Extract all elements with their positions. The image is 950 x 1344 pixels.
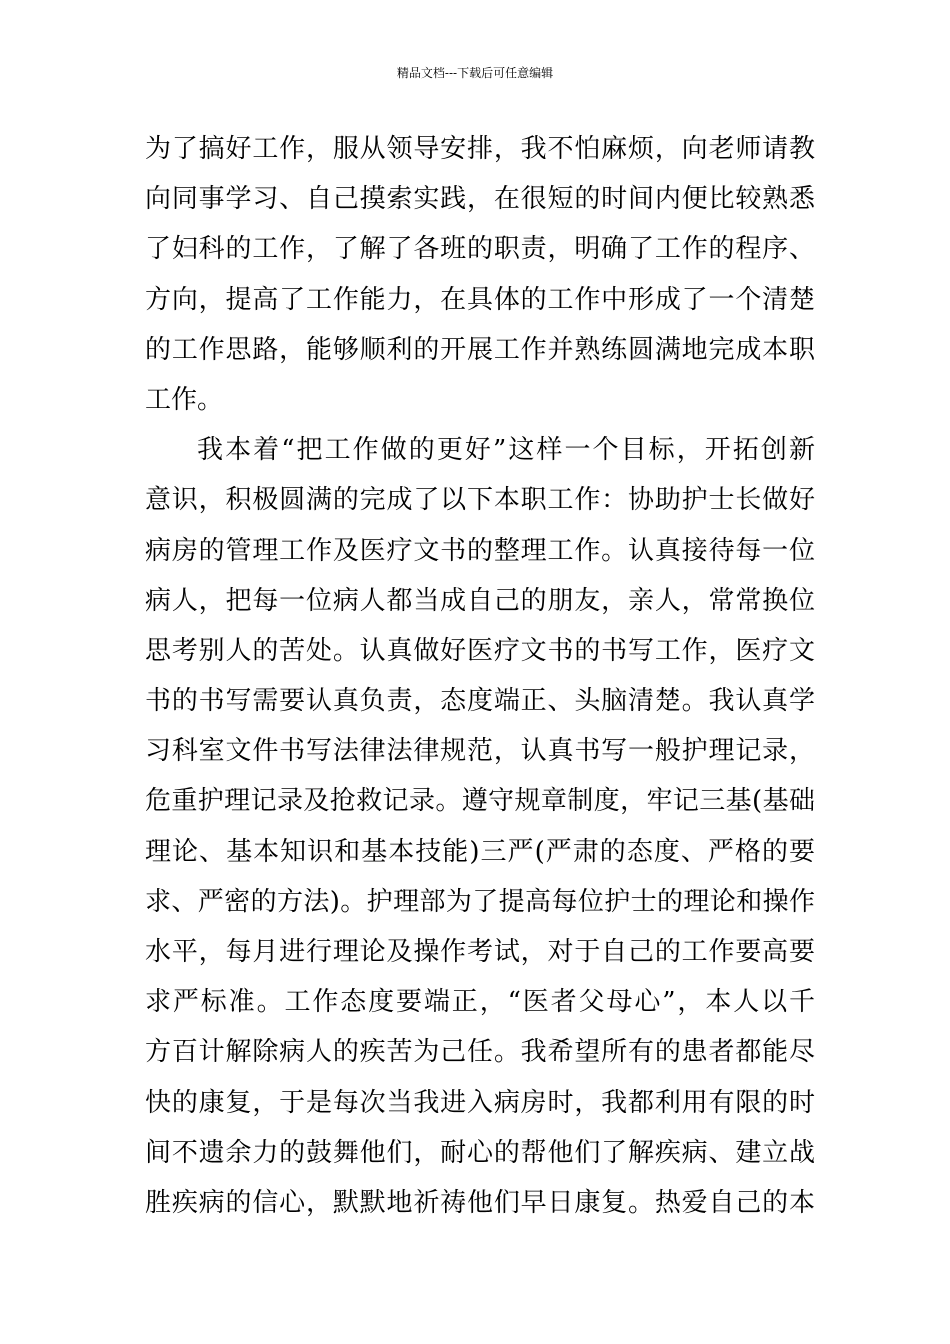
text-line: 为了搞好工作，服从领导安排，我不怕麻烦，向老师请教 bbox=[145, 134, 815, 164]
text-line: 病房的管理工作及医疗文书的整理工作。认真接待每一位 bbox=[145, 535, 815, 566]
text-line: 习科室文件书写法律法律规范，认真书写一般护理记录， bbox=[145, 736, 815, 767]
text-line: 书的书写需要认真负责，态度端正、头脑清楚。我认真学 bbox=[145, 686, 815, 717]
text-line: 向同事学习、自己摸索实践，在很短的时间内便比较熟悉 bbox=[145, 184, 815, 215]
text-line: 意识，积极圆满的完成了以下本职工作：协助护士长做好 bbox=[145, 485, 815, 516]
text-line: 危重护理记录及抢救记录。遵守规章制度，牢记三基(基础 bbox=[145, 786, 815, 817]
page-header: 精品文档---下载后可任意编辑 bbox=[396, 66, 554, 80]
document-body bbox=[145, 124, 815, 1228]
text-line: 间不遗余力的鼓舞他们，耐心的帮他们了解疾病、建立战 bbox=[145, 1137, 815, 1168]
text-line: 方百计解除病人的疾苦为己任。我希望所有的患者都能尽 bbox=[145, 1037, 815, 1068]
text-line: 求、严密的方法)。护理部为了提高每位护士的理论和操作 bbox=[145, 886, 815, 917]
text-line: 我本着“把工作做的更好”这样一个目标，开拓创新 bbox=[197, 435, 815, 466]
text-line: 理论、基本知识和基本技能)三严(严肃的态度、严格的要 bbox=[145, 836, 815, 867]
text-line: 求严标准。工作态度要端正，“医者父母心”，本人以千 bbox=[145, 987, 815, 1018]
text-line: 了妇科的工作，了解了各班的职责，明确了工作的程序、 bbox=[145, 234, 815, 265]
paragraph-2 bbox=[145, 425, 815, 1228]
text-line: 病人，把每一位病人都当成自己的朋友，亲人，常常换位 bbox=[145, 585, 815, 616]
text-line: 思考别人的苦处。认真做好医疗文书的书写工作，医疗文 bbox=[145, 635, 815, 666]
text-line: 工作。 bbox=[145, 384, 224, 415]
text-line: 胜疾病的信心，默默地祈祷他们早日康复。热爱自己的本 bbox=[145, 1187, 815, 1218]
text-line: 方向，提高了工作能力，在具体的工作中形成了一个清楚 bbox=[145, 284, 815, 315]
text-line: 的工作思路，能够顺利的开展工作并熟练圆满地完成本职 bbox=[145, 334, 815, 365]
text-line: 快的康复，于是每次当我进入病房时，我都利用有限的时 bbox=[145, 1087, 815, 1118]
paragraph-1 bbox=[145, 124, 815, 425]
text-line: 水平，每月进行理论及操作考试，对于自己的工作要高要 bbox=[145, 937, 815, 967]
